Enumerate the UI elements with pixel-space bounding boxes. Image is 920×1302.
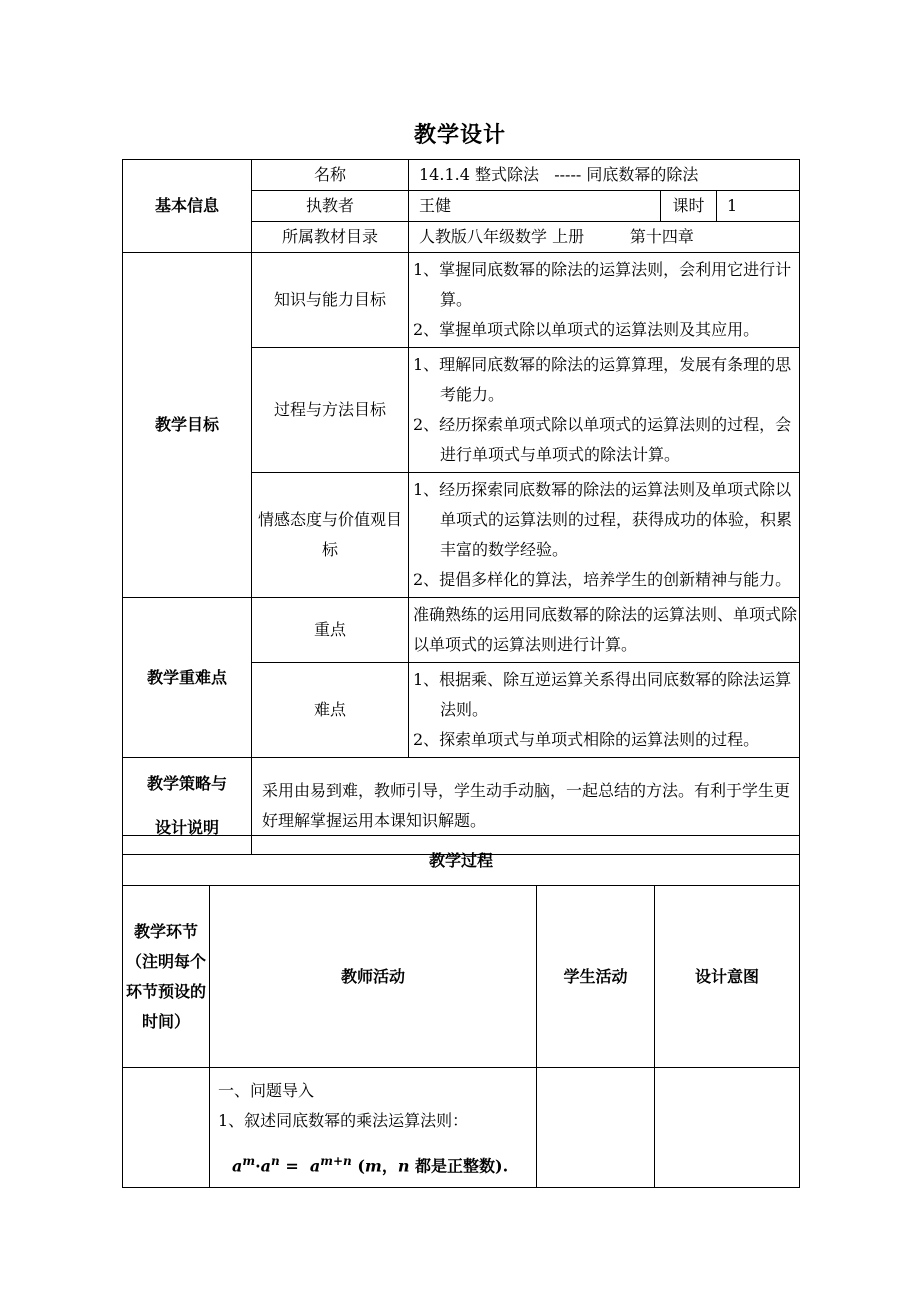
period-label: 课时: [661, 191, 717, 222]
teacher-label: 执教者: [252, 191, 409, 222]
teacher-activity-cell: [210, 1068, 537, 1188]
formula-cond-m: m: [364, 1156, 382, 1176]
textbook-label: 所属教材目录: [252, 222, 409, 253]
formula-cond-n: n: [397, 1156, 410, 1176]
page-title: 教学设计: [413, 123, 506, 148]
activity-heading: 一、问题导入: [218, 1081, 315, 1100]
objective-item: 2、经历探索单项式除以单项式的运算法则的过程，会进行单项式与单项式的除法计算。: [413, 415, 792, 464]
student-activity-cell: [537, 1068, 655, 1188]
formula-dot: ·: [255, 1156, 261, 1176]
exponent-formula: [232, 1146, 532, 1181]
name-value: 14.1.4 整式除法 ----- 同底数幂的除法: [409, 160, 800, 191]
textbook-value: 人教版八年级数学 上册 第十四章: [409, 222, 800, 253]
teacher-activity-header: 教师活动: [210, 886, 537, 1068]
objective-group-content: [409, 473, 800, 598]
difficulty-item: 1、根据乘、除互逆运算关系得出同底数幂的除法运算法则。: [413, 670, 792, 719]
formula-exp-sum: m+n: [320, 1154, 352, 1168]
formula-exp-n: n: [271, 1154, 280, 1168]
objective-item: 2、掌握单项式除以单项式的运算法则及其应用。: [413, 320, 760, 339]
objective-item: 1、掌握同底数幂的除法的运算法则，会利用它进行计算。: [413, 260, 792, 309]
objectives-label: 教学目标: [123, 253, 252, 598]
objective-item: 1、经历探索同底数幂的除法的运算法则及单项式除以单项式的运算法则的过程，获得成功的体验，积累丰富的数学经验。: [413, 480, 793, 559]
difficulty-item: 2、探索单项式与单项式相除的运算法则的过程。: [413, 730, 760, 749]
objective-group-content: [409, 253, 800, 348]
activity-line: 1、叙述同底数幂的乘法运算法则：: [218, 1111, 469, 1130]
strategy-label-line: 教学策略与: [146, 774, 227, 793]
formula-base: a: [309, 1156, 321, 1176]
objective-group-label: 情感态度与价值观目标: [252, 473, 409, 598]
process-table: [122, 835, 800, 1188]
objective-group-label: 知识与能力目标: [252, 253, 409, 348]
difficulty-label: 难点: [252, 663, 409, 758]
stage-header: 教学环节（注明每个环节预设的时间）: [123, 886, 210, 1068]
objective-group-label: 过程与方法目标: [252, 348, 409, 473]
strategy-label-line: 设计说明: [154, 818, 219, 837]
formula-base: a: [260, 1156, 272, 1176]
objective-item: 2、提倡多样化的算法，培养学生的创新精神与能力。: [413, 570, 792, 589]
formula-equals: =: [279, 1156, 310, 1176]
focus-text: 准确熟练的运用同底数幂的除法的运算法则、单项式除以单项式的运算法则进行计算。: [409, 598, 800, 663]
objective-group-content: [409, 348, 800, 473]
formula-cond-text: 都是正整数).: [409, 1156, 509, 1176]
basic-info-label: 基本信息: [123, 160, 252, 253]
formula-exp-m: m: [242, 1154, 256, 1168]
stage-cell: [123, 1068, 210, 1188]
student-activity-header: 学生活动: [537, 886, 655, 1068]
key-points-label: 教学重难点: [123, 598, 252, 758]
name-label: 名称: [252, 160, 409, 191]
process-title: 教学过程: [123, 836, 800, 886]
formula-cond-sep: ，: [381, 1156, 398, 1176]
formula-cond-open: (: [351, 1156, 365, 1176]
difficulty-content: [409, 663, 800, 758]
design-intent-cell: [655, 1068, 800, 1188]
period-value: 1: [717, 191, 800, 222]
objective-item: 1、理解同底数幂的除法的运算算理，发展有条理的思考能力。: [413, 355, 792, 404]
design-intent-header: 设计意图: [655, 886, 800, 1068]
formula-base: a: [232, 1156, 243, 1176]
teacher-value: 王健: [409, 191, 661, 222]
focus-label: 重点: [252, 598, 409, 663]
lesson-info-table: [122, 159, 800, 855]
strategy-text: 采用由易到难，教师引导，学生动手动脑，一起总结的方法。有利于学生更好理解掌握运用本课知识解题。: [252, 758, 800, 855]
